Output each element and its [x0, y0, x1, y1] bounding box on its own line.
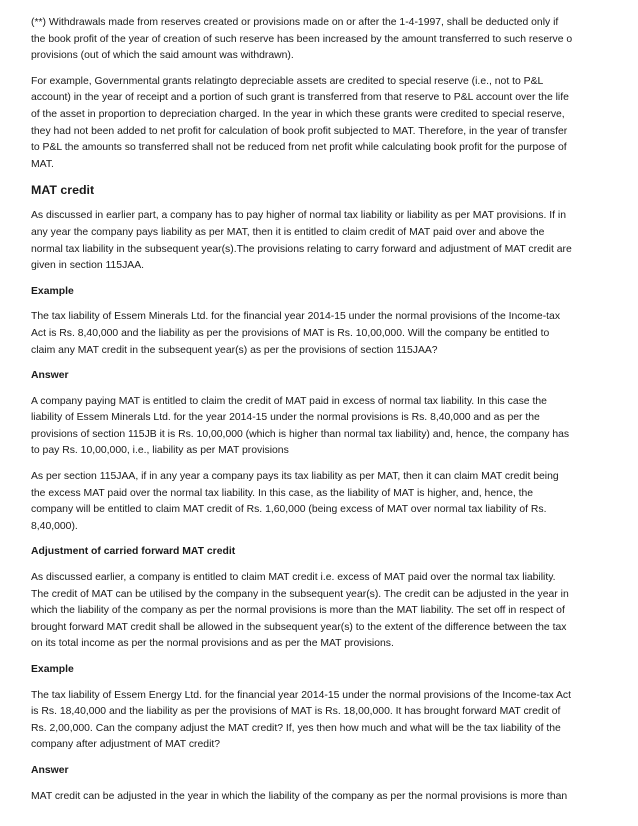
text-line: provisions of section 115JB it is Rs. 10,00,000 (which is higher than normal tax liability) and, hence, the company has: [31, 428, 570, 440]
paragraph-example-energy: [31, 688, 612, 754]
text-line: For example, Governmental grants relatingto depreciable assets are credited to special reserve (i.e., not to P&L: [31, 75, 544, 87]
text-line: which the liability of the company as per the normal provisions is more than the MAT liability. The set off in respect of: [31, 605, 565, 617]
text-line: MAT.: [31, 158, 54, 170]
text-line: on its total income as per the normal provisions and as per the MAT provisions.: [31, 638, 394, 650]
text-line: Rs. 2,00,000. Can the company adjust the MAT credit? If, yes then how much and what will be the tax liability of the: [31, 722, 561, 734]
heading-answer: Answer: [31, 370, 69, 382]
paragraph-section-115jaa: [31, 469, 612, 535]
text-line: they had not been added to net profit for calculation of book profit subjected to MAT. Therefore, in the year of transfer: [31, 125, 568, 137]
text-line: of the asset in proportion to depreciation charged. In the year in which these grants were credited to special reserve,: [31, 108, 565, 120]
document-body: [31, 15, 612, 814]
text-line: provisions (out of which the said amount was withdrawn).: [31, 50, 294, 62]
text-line: is Rs. 18,40,000 and the liability as per the provisions of MAT is Rs. 18,00,000. It has brought forward MAT credit of: [31, 706, 561, 718]
paragraph-answer-minerals: [31, 394, 612, 460]
heading-mat-credit: MAT credit: [31, 183, 95, 198]
text-line: normal tax liability in the subsequent year(s).The provisions relating to carry forward and adjustment of MAT credit are: [31, 243, 572, 255]
text-line: the book profit of the year of creation of such reserve has been increased by the amount transferred to such reserve o: [31, 33, 573, 45]
text-line: any year the company pays liability as per MAT, then it is entitled to claim credit of MAT paid over and above the: [31, 226, 545, 238]
text-line: MAT credit can be adjusted in the year in which the liability of the company as per the normal provisions is more than: [31, 790, 568, 802]
heading-example: Example: [31, 285, 74, 297]
paragraph-example-minerals: [31, 309, 612, 359]
text-line: (**) Withdrawals made from reserves created or provisions made on or after the 1-4-1997, shall be deducted only if: [31, 17, 559, 28]
text-line: The credit of MAT can be utilised by the company in the subsequent year(s). The credit can be adjusted in the year in: [31, 588, 569, 600]
text-line: As discussed in earlier part, a company has to pay higher of normal tax liability or liability as per MAT provisions. If in: [31, 210, 566, 222]
text-line: liability of Essem Minerals Ltd. for the year 2014-15 under the normal provisions is Rs. 8,40,000 and as per the: [31, 412, 540, 424]
text-line: given in section 115JAA.: [31, 260, 145, 272]
paragraph-withdrawals-note: [31, 15, 612, 65]
text-line: the excess MAT paid over the normal tax liability. In this case, as the liability of MAT is higher, and, hence, the: [31, 487, 534, 499]
text-line: account) in the year of receipt and a portion of such grant is transferred from that reserve to P&L account over the life: [31, 92, 569, 104]
text-line: brought forward MAT credit shall be allowed in the subsequent year(s) to the extent of the difference between the tax: [31, 621, 567, 633]
heading-example: Example: [31, 664, 74, 675]
text-line: to pay Rs. 10,00,000, i.e., liability as per MAT provisions: [31, 445, 289, 457]
heading-adjustment: Adjustment of carried forward MAT credit: [31, 546, 236, 558]
text-line: 8,40,000).: [31, 520, 78, 532]
paragraph-grants-example: [31, 74, 612, 174]
text-line: company after adjustment of MAT credit?: [31, 739, 221, 751]
text-line: As per section 115JAA, if in any year a company pays its tax liability as per MAT, then it can claim MAT credit being: [31, 471, 559, 483]
text-line: The tax liability of Essem Energy Ltd. for the financial year 2014-15 under the normal provisions of the Income-tax Act: [31, 689, 572, 701]
paragraph-answer-energy: [31, 789, 612, 806]
heading-answer: Answer: [31, 764, 69, 776]
text-line: The tax liability of Essem Minerals Ltd. for the financial year 2014-15 under the normal provisions of the Income-tax: [31, 311, 561, 323]
text-line: company will be entitled to claim MAT credit of Rs. 1,60,000 (being excess of MAT over normal tax liability of Rs.: [31, 504, 547, 516]
text-line: to P&L the amounts so transferred shall not be reduced from net profit while calculating book profit for the purpose of: [31, 142, 567, 154]
text-line: Act is Rs. 8,40,000 and the liability as per the provisions of MAT is Rs. 10,00,000. Will the company be entitled to: [31, 327, 550, 339]
text-line: A company paying MAT is entitled to claim the credit of MAT paid in excess of normal tax liability. In this case the: [31, 395, 547, 407]
paragraph-mat-credit-intro: [31, 208, 612, 274]
text-line: claim any MAT credit in the subsequent year(s) as per the provisions of section 115JAA?: [31, 344, 438, 356]
text-line: As discussed earlier, a company is entitled to claim MAT credit i.e. excess of MAT paid over the normal tax liability.: [31, 572, 556, 584]
paragraph-adjustment-details: [31, 570, 612, 653]
